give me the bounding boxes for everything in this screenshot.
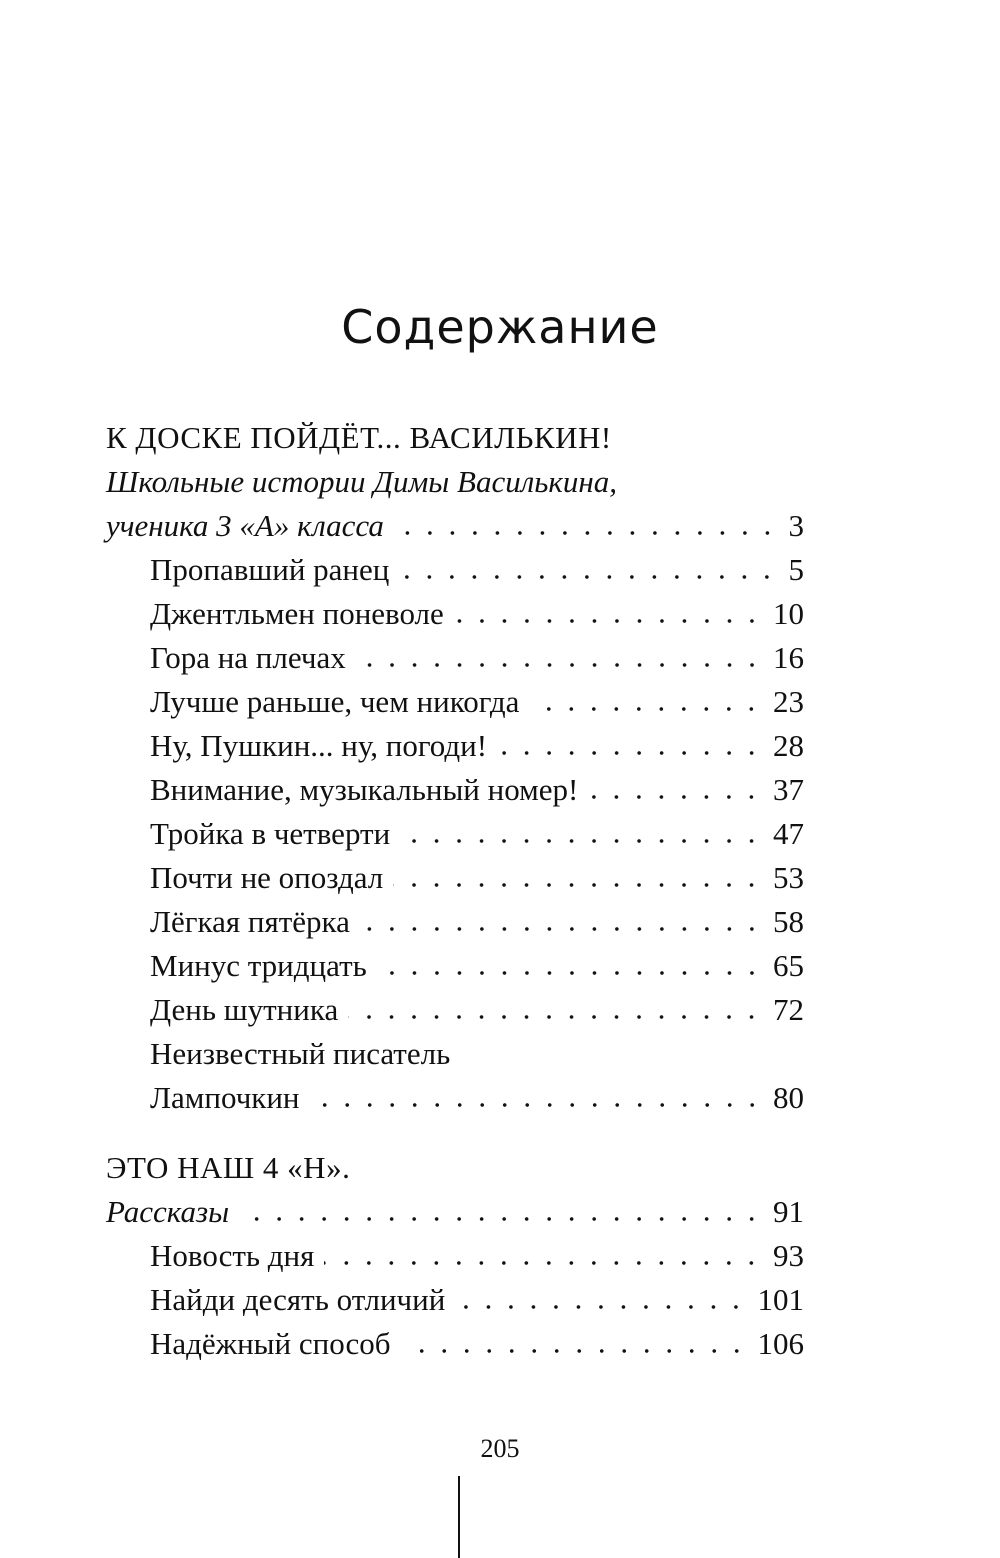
toc-entry-title: Рассказы [106, 1194, 230, 1229]
dot-leader [497, 751, 763, 755]
toc-entry [150, 900, 804, 944]
toc-entry-title: День шутника [150, 992, 339, 1027]
toc-entry [150, 592, 804, 636]
toc-entry-title: Джентльмен поневоле [150, 596, 444, 631]
table-of-contents [106, 0, 804, 1400]
toc-entry [150, 988, 804, 1032]
toc-page-number: 28 [773, 728, 804, 763]
dot-leader [356, 663, 763, 667]
dot-leader [454, 619, 763, 623]
folio-divider [458, 1476, 460, 1558]
dot-leader [393, 883, 763, 887]
dot-leader [588, 795, 763, 799]
toc-entry-title: Гора на плечах [150, 640, 346, 675]
toc-page-number: 3 [788, 508, 804, 543]
toc-entry-title: Надёжный способ [150, 1326, 391, 1361]
toc-page-number: 80 [773, 1080, 804, 1115]
section-subtitle: Школьные истории Димы Василькина, [106, 464, 617, 499]
toc-page-number: 10 [773, 596, 804, 631]
toc-entry [106, 1190, 804, 1234]
toc-page-number: 5 [788, 552, 804, 587]
toc-page-number: 37 [773, 772, 804, 807]
toc-entry [150, 812, 804, 856]
dot-leader [455, 1305, 747, 1309]
page-number: 205 [480, 1434, 520, 1463]
toc-entry-title: Лучше раньше, чем никогда [150, 684, 520, 719]
toc-page-number: 106 [757, 1326, 804, 1361]
toc-entry-title-line [150, 1032, 804, 1076]
toc-entry-title: Почти не опоздал [150, 860, 384, 895]
dot-leader [399, 575, 778, 579]
toc-page-number: 91 [773, 1194, 804, 1229]
toc-entry [150, 1076, 804, 1120]
toc-entry [150, 724, 804, 768]
toc-entry-title: Ну, Пушкин... ну, погоди! [150, 728, 488, 763]
toc-entry-title: Неизвестный писатель [150, 1036, 451, 1071]
toc-entry [150, 548, 804, 592]
toc-page-number: 101 [757, 1282, 804, 1317]
toc-entry-title: Лёгкая пятёрка [150, 904, 350, 939]
toc-entry-title: ученика 3 «А» класса [106, 508, 384, 543]
dot-leader [377, 971, 763, 975]
toc-entry-title: Найди десять отличий [150, 1282, 446, 1317]
toc-entry [150, 636, 804, 680]
toc-entry [150, 768, 804, 812]
toc-entry [150, 1278, 804, 1322]
toc-entry [150, 1322, 804, 1366]
toc-entry-title: Внимание, музыкальный номер! [150, 772, 579, 807]
toc-entry [106, 504, 804, 548]
dot-leader [348, 1015, 763, 1019]
toc-entry-title: Лампочкин [150, 1080, 300, 1115]
page-title: Содержание [341, 300, 659, 354]
toc-entry-title: Минус тридцать [150, 948, 367, 983]
toc-entry [150, 680, 804, 724]
dot-leader [360, 927, 763, 931]
toc-entry [150, 944, 804, 988]
dot-leader [401, 1349, 748, 1353]
toc-page-number: 16 [773, 640, 804, 675]
toc-page-number: 93 [773, 1238, 804, 1273]
toc-entry [150, 856, 804, 900]
toc-page-number: 23 [773, 684, 804, 719]
dot-leader [324, 1261, 763, 1265]
dot-leader [394, 531, 779, 535]
toc-entry-title: Тройка в четверти [150, 816, 391, 851]
dot-leader [239, 1217, 763, 1221]
toc-page-number: 72 [773, 992, 804, 1027]
dot-leader [529, 707, 763, 711]
toc-entry [150, 1234, 804, 1278]
toc-page-number: 58 [773, 904, 804, 939]
toc-entry-title: Новость дня [150, 1238, 315, 1273]
section-heading: ЭТО НАШ 4 «Н». [106, 1150, 351, 1185]
section-heading: К ДОСКЕ ПОЙДЁТ... ВАСИЛЬКИН! [106, 420, 612, 455]
dot-leader [310, 1103, 763, 1107]
dot-leader [400, 839, 763, 843]
toc-page-number: 47 [773, 816, 804, 851]
toc-page-number: 65 [773, 948, 804, 983]
toc-page-number: 53 [773, 860, 804, 895]
toc-entry-title: Пропавший ранец [150, 552, 390, 587]
